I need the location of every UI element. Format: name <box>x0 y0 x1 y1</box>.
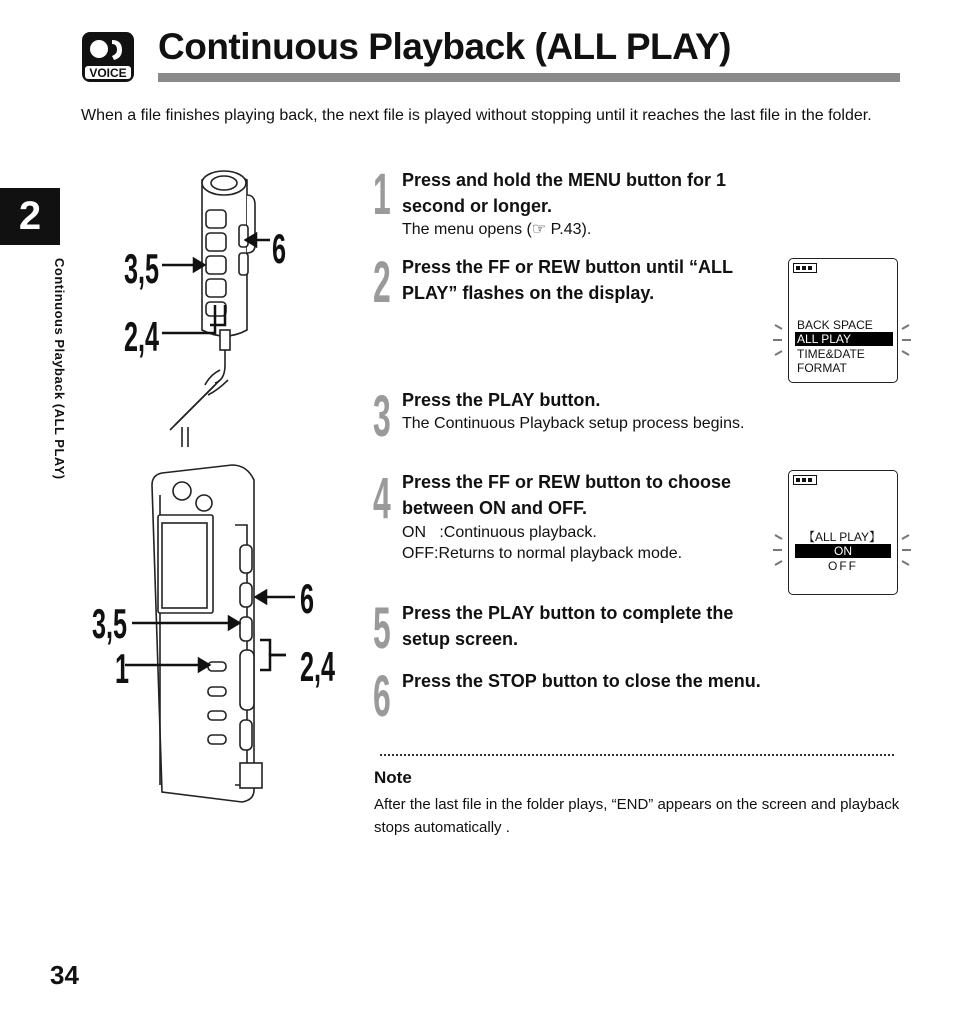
recorder-illustration <box>90 165 350 815</box>
page-number: 34 <box>50 960 79 990</box>
step-2-title: Press the FF or REW button until “ALL PLAY” flashes on the display. <box>402 257 733 303</box>
callout-6-bottom: 6 <box>300 575 315 622</box>
lcd1-line-2: ALL PLAY <box>795 332 893 346</box>
step-number: 4 <box>373 466 391 531</box>
title-rule <box>158 73 900 82</box>
step-4-desc-off: OFF:Returns to normal playback mode. <box>402 545 683 562</box>
step-number: 2 <box>373 250 391 315</box>
step-4-title: Press the FF or REW button to choose between ON and OFF. <box>402 472 732 518</box>
chapter-tab: 2 <box>0 188 60 245</box>
step-1-title: Press and hold the MENU button for 1 second or longer. <box>402 170 727 216</box>
callout-2-4-top: 2,4 <box>124 313 160 360</box>
note-divider <box>380 754 894 756</box>
step-3-title: Press the PLAY button. <box>402 390 601 410</box>
voice-icon-label: VOICE <box>89 66 127 80</box>
step-5-title: Press the PLAY button to complete the setup screen. <box>402 603 734 649</box>
lcd2-line-2: ON <box>795 544 891 558</box>
note-body: After the last file in the folder plays, “END” appears on the screen and playback stops automatically . <box>374 796 900 836</box>
intro-paragraph: When a file finishes playing back, the next file is played without stopping until it reaches the last file in the folder. <box>81 107 872 124</box>
callout-6-top: 6 <box>272 225 287 272</box>
lcd1-line-1: BACK SPACE <box>797 318 873 332</box>
battery-icon <box>793 475 817 485</box>
lcd1-line-3: TIME&DATE <box>797 347 865 361</box>
callout-1-bottom: 1 <box>115 645 130 692</box>
step-number: 6 <box>373 664 391 729</box>
step-number: 3 <box>373 384 391 449</box>
step-number: 5 <box>373 596 391 661</box>
lcd1-line-4: FORMAT <box>797 361 847 375</box>
callout-2-4-bottom: 2,4 <box>300 643 336 690</box>
note-heading: Note <box>374 768 412 787</box>
flash-indicator-icon <box>770 315 914 365</box>
step-1-desc: The menu opens (☞ P.43). <box>402 221 592 238</box>
flash-indicator-icon <box>770 525 914 575</box>
step-6-title: Press the STOP button to close the menu. <box>402 671 761 691</box>
step-4-desc-on: ON :Continuous playback. <box>402 524 597 541</box>
section-side-label: Continuous Playback (ALL PLAY) <box>52 258 67 480</box>
step-number: 1 <box>373 162 391 227</box>
lcd2-line-1: 【ALL PLAY】 <box>803 530 882 544</box>
lcd2-line-3: OFF <box>828 559 858 573</box>
callout-3-5-bottom: 3,5 <box>92 600 128 647</box>
callout-3-5-top: 3,5 <box>124 245 160 292</box>
step-3-desc: The Continuous Playback setup process begins. <box>402 415 745 432</box>
battery-icon <box>793 263 817 273</box>
page-title: Continuous Playback (ALL PLAY) <box>158 26 731 67</box>
voice-icon <box>82 32 134 82</box>
